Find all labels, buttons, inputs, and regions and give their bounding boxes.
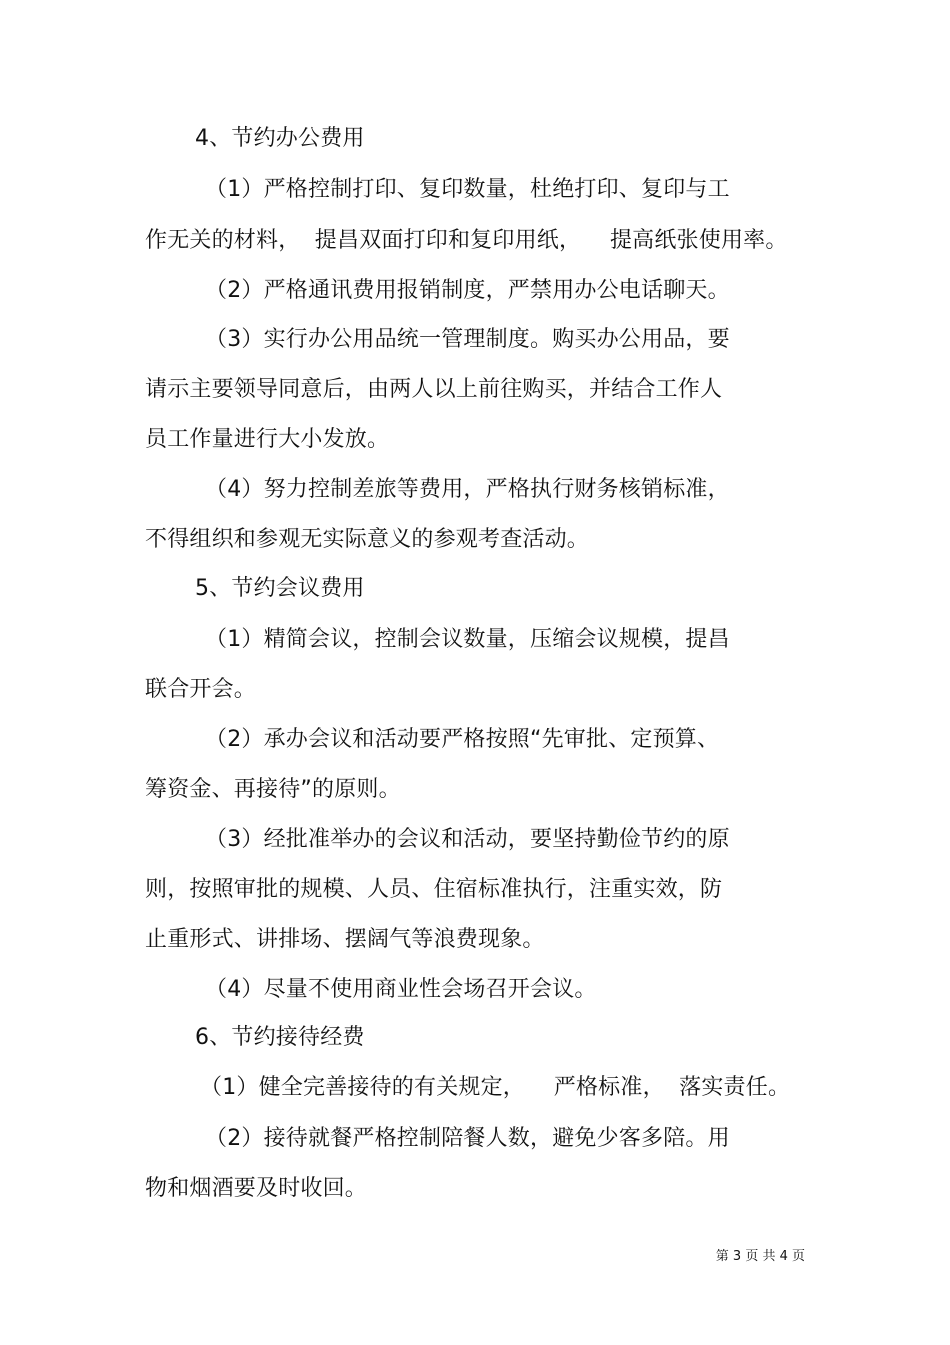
section-heading-5: 5、节约会议费用 <box>195 576 365 601</box>
paragraph-line: （2）严格通讯费用报销制度，严禁用办公电话聊天。 <box>205 278 730 303</box>
paragraph-line: 请示主要领导同意后，由两人以上前往购买，并结合工作人 <box>145 377 723 402</box>
paragraph-line: 不得组织和参观无实际意义的参观考查活动。 <box>145 527 590 552</box>
paragraph-line: 联合开会。 <box>145 677 257 702</box>
paragraph-line: 作无关的材料， 提昌双面打印和复印用纸， 提高纸张使用率。 <box>145 228 788 253</box>
paragraph-line: 物和烟酒要及时收回。 <box>145 1176 368 1201</box>
page-number-footer: 第 3 页 共 4 页 <box>715 1249 805 1264</box>
paragraph-line: （3）实行办公用品统一管理制度。购买办公用品，要 <box>205 327 730 352</box>
section-heading-4: 4、节约办公费用 <box>195 126 365 151</box>
paragraph-line: 员工作量进行大小发放。 <box>145 427 390 452</box>
section-heading-6: 6、节约接待经费 <box>195 1025 365 1050</box>
paragraph-line: 止重形式、讲排场、摆阔气等浪费现象。 <box>145 927 545 952</box>
paragraph-line: （2）接待就餐严格控制陪餐人数，避免少客多陪。用 <box>205 1126 730 1151</box>
paragraph-line: （3）经批准举办的会议和活动，要坚持勤俭节约的原 <box>205 827 730 852</box>
paragraph-line: 筹资金、再接待”的原则。 <box>145 777 401 802</box>
paragraph-line: （1）健全完善接待的有关规定， 严格标准， 落实责任。 <box>200 1075 791 1100</box>
paragraph-line: （4）尽量不使用商业性会场召开会议。 <box>205 977 597 1002</box>
paragraph-line: （4）努力控制差旅等费用，严格执行财务核销标准， <box>205 477 730 502</box>
paragraph-line: （1）精简会议，控制会议数量，压缩会议规模，提昌 <box>205 627 730 652</box>
paragraph-line: （2）承办会议和活动要严格按照“先审批、定预算、 <box>205 727 720 752</box>
paragraph-line: （1）严格控制打印、复印数量，杜绝打印、复印与工 <box>205 177 730 202</box>
paragraph-line: 则，按照审批的规模、人员、住宿标准执行，注重实效，防 <box>145 877 723 902</box>
